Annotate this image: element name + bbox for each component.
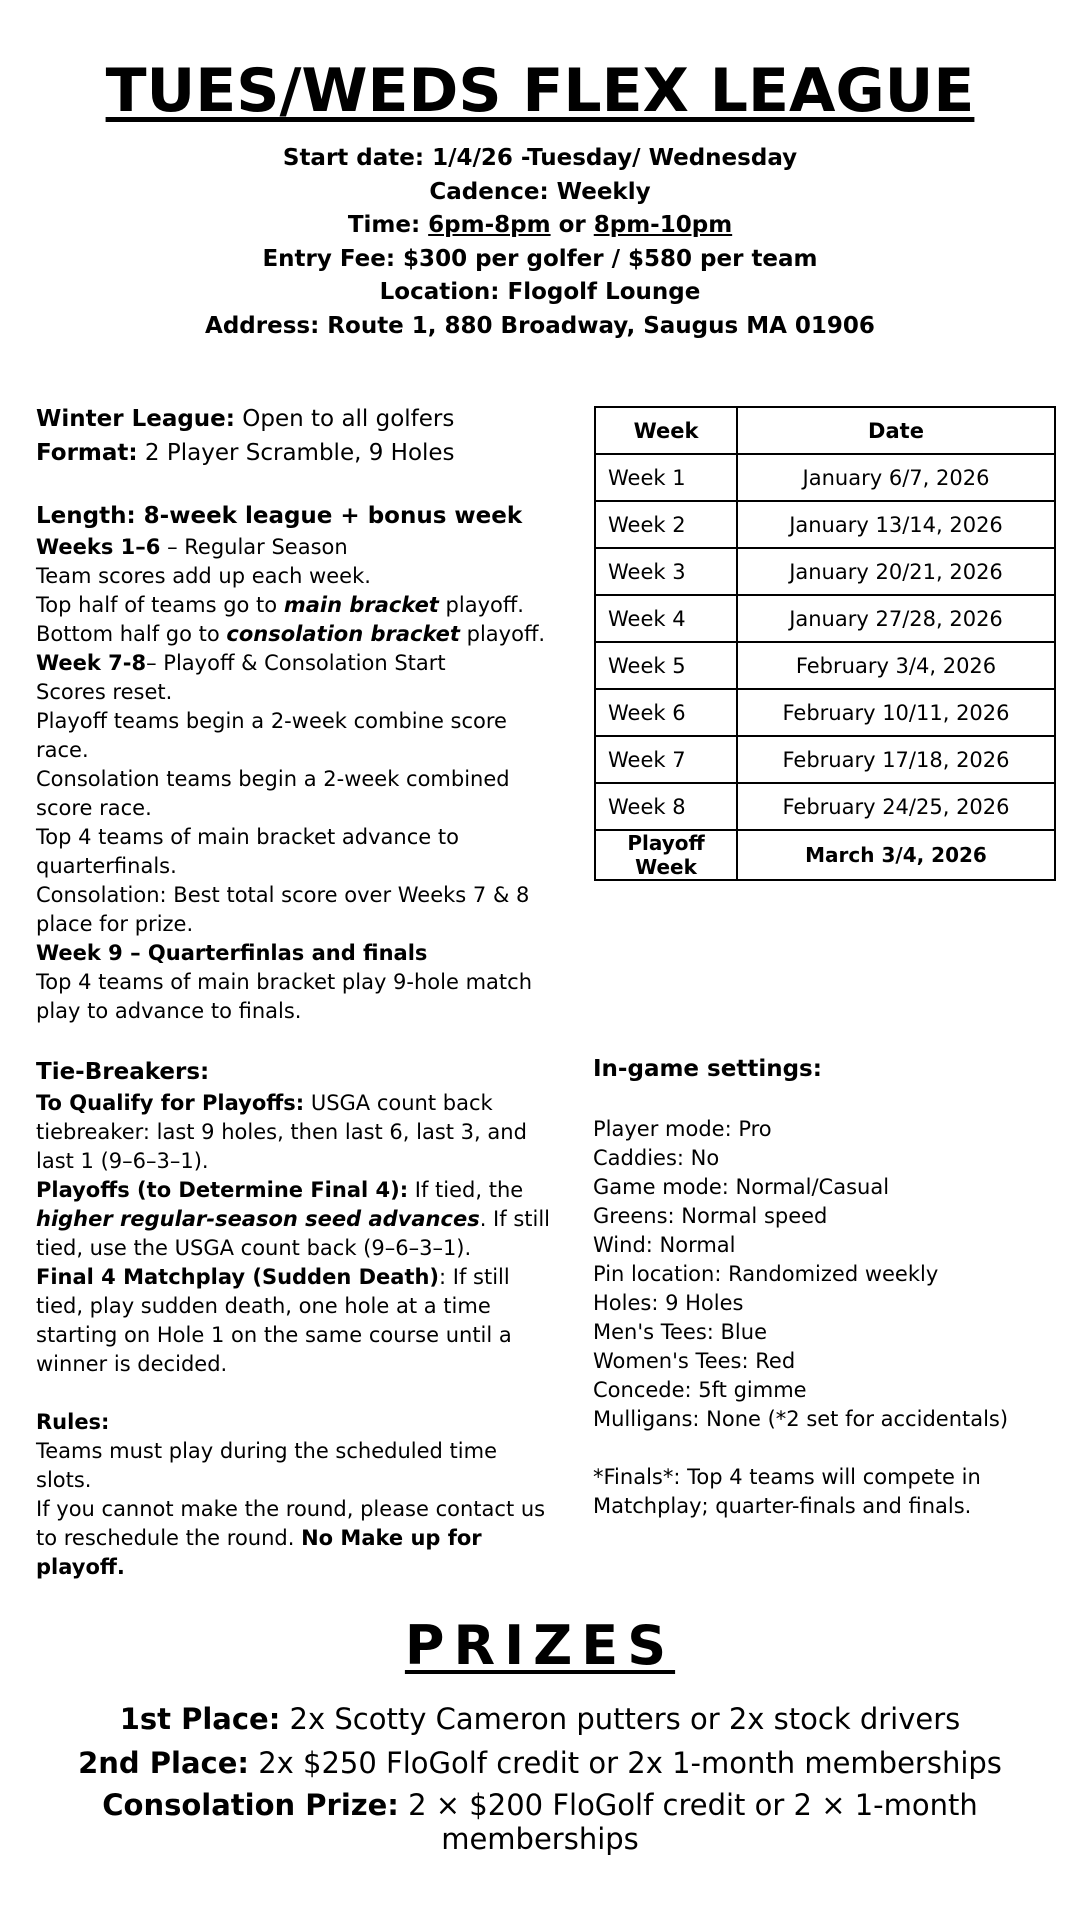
playoffs-rule: Playoffs (to Determine Final 4): If tied, the higher regular-season seed advances. If still tied, use the USGA count back (9–6–3–1). — [36, 1178, 550, 1260]
week-cell: Week 7 — [595, 736, 737, 783]
week-cell: Week 4 — [595, 595, 737, 642]
finals-note: *Finals*: Top 4 teams will compete in Matchplay; quarter-finals and finals. — [593, 1465, 981, 1518]
playoff-teams-line: Playoff teams begin a 2-week combine score race. — [36, 709, 507, 762]
page-title: TUES/WEDS FLEX LEAGUE — [105, 56, 975, 126]
league-details — [36, 402, 556, 1582]
address: Address: Route 1, 880 Broadway, Saugus MA 01906 — [205, 312, 875, 339]
format-label: Format: — [36, 440, 138, 466]
settings-heading: In-game settings: — [593, 1056, 822, 1082]
week-cell: Playoff Week — [595, 830, 737, 880]
setting-item: Concede: 5ft gimme — [593, 1378, 807, 1402]
table-row — [595, 548, 1055, 595]
week-9-label: Week 9 – Quarterfinlas and finals — [36, 941, 428, 965]
weeks-1-6 — [36, 533, 556, 562]
start-date: Start date: 1/4/26 -Tuesday/ Wednesday — [282, 145, 798, 171]
location: Location: Flogolf Lounge — [379, 279, 701, 305]
setting-item: Women's Tees: Red — [593, 1349, 796, 1373]
time-label: Time: — [347, 212, 429, 238]
rules-heading: Rules: — [36, 1410, 110, 1434]
schedule-table — [594, 406, 1056, 881]
team-scores-line: Team scores add up each week. — [36, 564, 371, 588]
setting-item: Mulligans: None (*2 set for accidentals) — [593, 1407, 1009, 1431]
time-slot-1: 6pm-8pm — [428, 212, 551, 238]
table-row — [595, 736, 1055, 783]
winter-text: Open to all golfers — [234, 406, 455, 432]
time — [0, 209, 1080, 243]
week-9-text: Top 4 teams of main bracket play 9-hole match play to advance to finals. — [36, 970, 533, 1023]
week-cell: Week 1 — [595, 454, 737, 501]
format-text: 2 Player Scramble, 9 Holes — [137, 440, 455, 466]
league-info — [0, 142, 1080, 343]
final4-rule: Final 4 Matchplay (Sudden Death): If still tied, play sudden death, one hole at a time starting on Hole 1 on the same course until a winner is decided. — [36, 1265, 512, 1376]
table-row — [595, 595, 1055, 642]
cadence: Cadence: Weekly — [429, 178, 651, 205]
setting-item: Holes: 9 Holes — [593, 1291, 744, 1315]
setting-item: Greens: Normal speed — [593, 1204, 828, 1228]
table-row — [595, 783, 1055, 830]
weeks-7-8 — [36, 649, 556, 678]
time-or: or — [550, 212, 594, 238]
table-row — [595, 689, 1055, 736]
setting-item: Game mode: Normal/Casual — [593, 1175, 890, 1199]
bottom-half-line: Bottom half go to consolation bracket playoff. — [36, 622, 546, 646]
week-cell: Week 5 — [595, 642, 737, 689]
table-row — [595, 454, 1055, 501]
setting-item: Player mode: Pro — [593, 1117, 772, 1141]
entry-fee: Entry Fee: $300 per golfer / $580 per team — [262, 245, 818, 272]
date-cell: March 3/4, 2026 — [737, 830, 1055, 880]
col-week-header: Week — [595, 407, 737, 454]
date-cell: February 3/4, 2026 — [737, 642, 1055, 689]
weeks-1-6-label: Weeks 1–6 — [36, 535, 161, 559]
col-date-header: Date — [737, 407, 1055, 454]
week-cell: Week 3 — [595, 548, 737, 595]
date-cell: January 6/7, 2026 — [737, 454, 1055, 501]
top-half-line: Top half of teams go to main bracket playoff. — [36, 593, 524, 617]
winter-league — [36, 402, 556, 436]
consolation-prize: Consolation Prize: 2 × $200 FloGolf credit or 2 × 1-month memberships — [102, 1788, 978, 1856]
date-cell: February 24/25, 2026 — [737, 783, 1055, 830]
prizes-heading: PRIZES — [404, 1614, 676, 1677]
setting-item: Caddies: No — [593, 1146, 720, 1170]
table-row — [595, 501, 1055, 548]
table-row — [595, 642, 1055, 689]
setting-item: Pin location: Randomized weekly — [593, 1262, 939, 1286]
date-cell: February 10/11, 2026 — [737, 689, 1055, 736]
weeks-1-6-text: – Regular Season — [160, 535, 348, 559]
tiebreakers-heading: Tie-Breakers: — [36, 1059, 210, 1085]
scores-reset: Scores reset. — [36, 680, 173, 704]
setting-item: Wind: Normal — [593, 1233, 736, 1257]
date-cell: February 17/18, 2026 — [737, 736, 1055, 783]
first-place-prize: 1st Place: 2x Scotty Cameron putters or 2x stock drivers — [119, 1702, 961, 1736]
setting-item: Men's Tees: Blue — [593, 1320, 767, 1344]
consolation-best-line: Consolation: Best total score over Weeks 7 & 8 place for prize. — [36, 883, 530, 936]
weeks-7-8-text: – Playoff & Consolation Start — [146, 651, 446, 675]
week-cell: Week 2 — [595, 501, 737, 548]
date-cell: January 27/28, 2026 — [737, 595, 1055, 642]
date-cell: January 13/14, 2026 — [737, 501, 1055, 548]
week-cell: Week 8 — [595, 783, 737, 830]
week-cell: Week 6 — [595, 689, 737, 736]
top4-advance-line: Top 4 teams of main bracket advance to quarterfinals. — [36, 825, 459, 878]
format — [36, 436, 556, 470]
schedule-header-row — [595, 407, 1055, 454]
playoff-row — [595, 830, 1055, 880]
second-place-prize: 2nd Place: 2x $250 FloGolf credit or 2x 1-month memberships — [78, 1746, 1002, 1780]
length-heading: Length: 8-week league + bonus week — [36, 503, 523, 529]
rules-line-1: Teams must play during the scheduled time slots. — [36, 1439, 497, 1492]
weeks-7-8-label: Week 7-8 — [36, 651, 147, 675]
in-game-settings — [593, 1052, 1053, 1521]
qualify-rule: To Qualify for Playoffs: USGA count back tiebreaker: last 9 holes, then last 6, last 3, and last 1 (9–6–3–1). — [36, 1091, 527, 1173]
rules-line-2: If you cannot make the round, please contact us to reschedule the round. No Make up for playoff. — [36, 1497, 546, 1579]
consolation-teams-line: Consolation teams begin a 2-week combined score race. — [36, 767, 510, 820]
winter-label: Winter League: — [36, 406, 235, 432]
time-slot-2: 8pm-10pm — [593, 212, 733, 238]
date-cell: January 20/21, 2026 — [737, 548, 1055, 595]
